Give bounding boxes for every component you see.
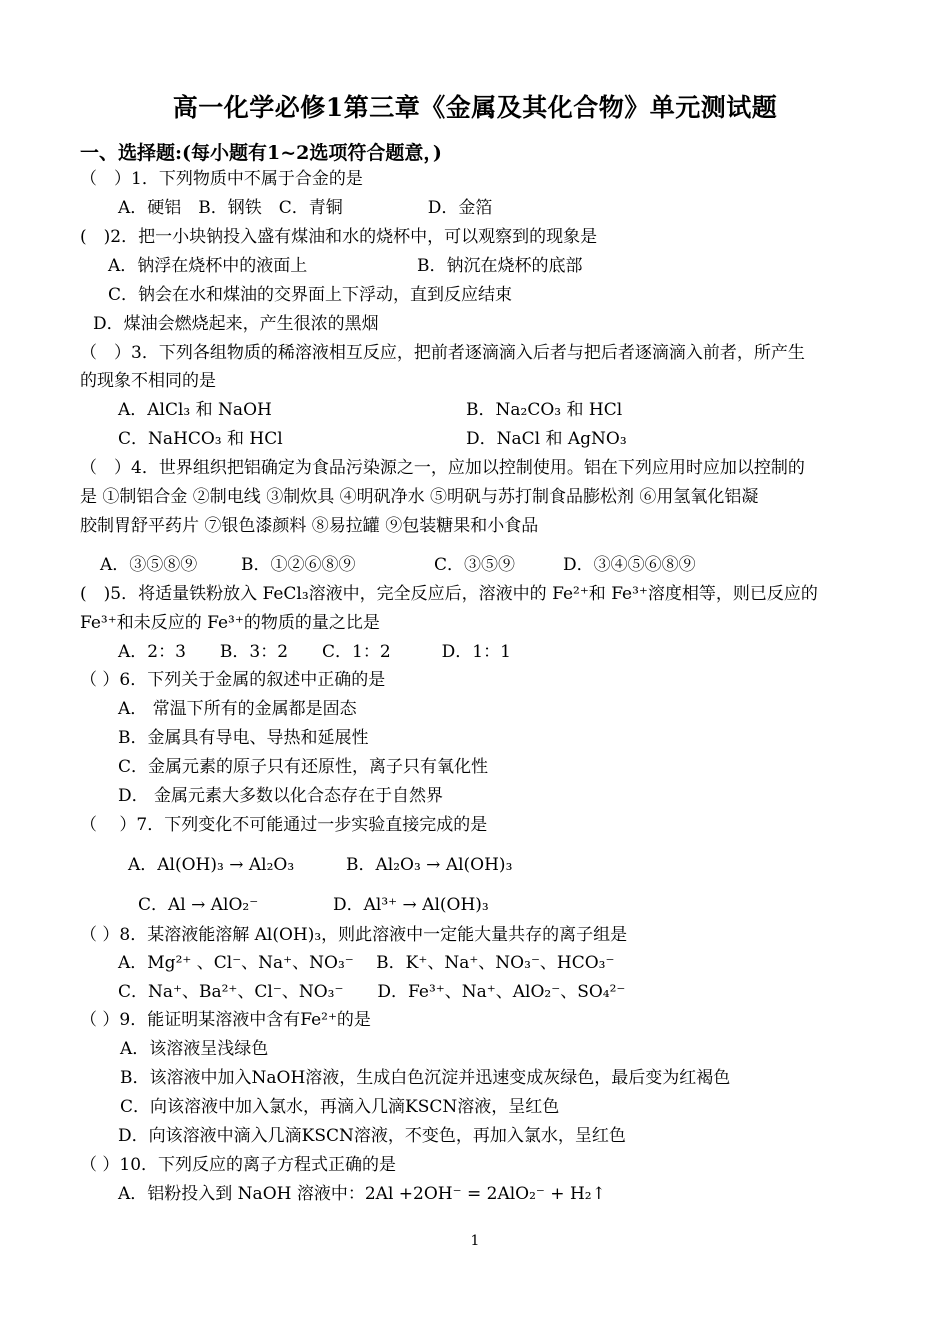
q8-options-ab: A．Mg²⁺ 、Cl⁻、Na⁺、NO₃⁻ B．K⁺、Na⁺、NO₃⁻、HCO₃⁻	[118, 953, 615, 973]
q5-stem-line2: Fe³⁺和未反应的 Fe³⁺的物质的量之比是	[80, 613, 380, 633]
q7-option-d: D．Al³⁺ → Al(OH)₃	[333, 895, 489, 915]
q4-stem-line2: 是 ①制铝合金 ②制电线 ③制炊具 ④明矾净水 ⑤明矾与苏打制食品膨松剂 ⑥用氢氧化铝凝	[80, 487, 759, 507]
q3-option-c: C．NaHCO₃ 和 HCl	[118, 429, 283, 449]
q9-option-c: C．向该溶液中加入氯水，再滴入几滴KSCN溶液，呈红色	[120, 1097, 560, 1117]
q4-option-d: D．③④⑤⑥⑧⑨	[563, 555, 696, 575]
q9-option-b: B．该溶液中加入NaOH溶液，生成白色沉淀并迅速变成灰绿色，最后变为红褐色	[120, 1068, 731, 1088]
q2-option-a: A．钠浮在烧杯中的液面上	[108, 256, 308, 276]
q2-stem: ( )2．把一小块钠投入盛有煤油和水的烧杯中，可以观察到的现象是	[80, 227, 598, 247]
q7-stem: （ ）7．下列变化不可能通过一步实验直接完成的是	[80, 815, 488, 835]
q3-stem-line2: 的现象不相同的是	[80, 371, 216, 391]
q4-stem-line3: 胶制胃舒平药片 ⑦银色漆颜料 ⑧易拉罐 ⑨包装糖果和小食品	[80, 516, 539, 536]
q6-option-d: D． 金属元素大多数以化合态存在于自然界	[118, 786, 444, 806]
q6-stem: （ ）6．下列关于金属的叙述中正确的是	[80, 670, 386, 690]
q7-option-c: C．Al → AlO₂⁻	[138, 895, 259, 915]
q8-options-cd: C．Na⁺、Ba²⁺、Cl⁻、NO₃⁻ D．Fe³⁺、Na⁺、AlO₂⁻、SO₄²⁻	[118, 982, 626, 1002]
q3-option-b: B．Na₂CO₃ 和 HCl	[466, 400, 623, 420]
q2-option-c: C．钠会在水和煤油的交界面上下浮动，直到反应结束	[108, 285, 513, 305]
q3-option-a: A．AlCl₃ 和 NaOH	[118, 400, 272, 420]
q7-option-b: B．Al₂O₃ → Al(OH)₃	[346, 855, 513, 875]
q7-option-a: A．Al(OH)₃ → Al₂O₃	[128, 855, 295, 875]
q5-options: A．2：3 B．3：2 C．1：2 D．1：1	[118, 642, 511, 662]
q1-stem: （ ）1．下列物质中不属于合金的是	[80, 169, 363, 189]
page-number: 1	[470, 1233, 480, 1249]
section-heading: 一、选择题:(每小题有1~2选项符合题意，)	[80, 142, 442, 164]
page-title: 高一化学必修1第三章《金属及其化合物》单元测试题	[172, 93, 778, 122]
q4-option-a: A．③⑤⑧⑨	[100, 555, 198, 575]
q9-stem: （ ）9．能证明某溶液中含有Fe²⁺的是	[80, 1010, 371, 1030]
q6-option-c: C．金属元素的原子只有还原性，离子只有氧化性	[118, 757, 489, 777]
q9-option-d: D．向该溶液中滴入几滴KSCN溶液，不变色，再加入氯水，呈红色	[118, 1126, 626, 1146]
q4-option-c: C．③⑤⑨	[434, 555, 516, 575]
q2-option-d: D．煤油会燃烧起来，产生很浓的黑烟	[93, 314, 379, 334]
q10-stem: （ ）10．下列反应的离子方程式正确的是	[80, 1155, 397, 1175]
q3-stem-line1: （ ）3．下列各组物质的稀溶液相互反应，把前者逐滴滴入后者与把后者逐滴滴入前者，所产生	[80, 343, 805, 363]
q4-stem-line1: （ ）4．世界组织把铝确定为食品污染源之一，应加以控制使用。铝在下列应用时应加以控制的	[80, 458, 805, 478]
q4-option-b: B．①②⑥⑧⑨	[241, 555, 356, 575]
q2-option-b: B．钠沉在烧杯的底部	[417, 256, 583, 276]
q6-option-a: A． 常温下所有的金属都是固态	[118, 699, 357, 719]
q5-stem-line1: ( )5．将适量铁粉放入 FeCl₃溶液中，完全反应后，溶液中的 Fe²⁺和 Fe³⁺溶度相等，则已反应的	[80, 584, 818, 604]
q10-option-a: A．铝粉投入到 NaOH 溶液中：2Al +2OH⁻ = 2AlO₂⁻ + H₂↑	[118, 1184, 606, 1204]
q8-stem: （ ）8．某溶液能溶解 Al(OH)₃，则此溶液中一定能大量共存的离子组是	[80, 925, 628, 945]
q3-option-d: D．NaCl 和 AgNO₃	[466, 429, 627, 449]
q6-option-b: B．金属具有导电、导热和延展性	[118, 728, 369, 748]
q9-option-a: A．该溶液呈浅绿色	[120, 1039, 269, 1059]
q1-options: A．硬铝 B．钢铁 C．青铜 D．金箔	[118, 198, 493, 218]
